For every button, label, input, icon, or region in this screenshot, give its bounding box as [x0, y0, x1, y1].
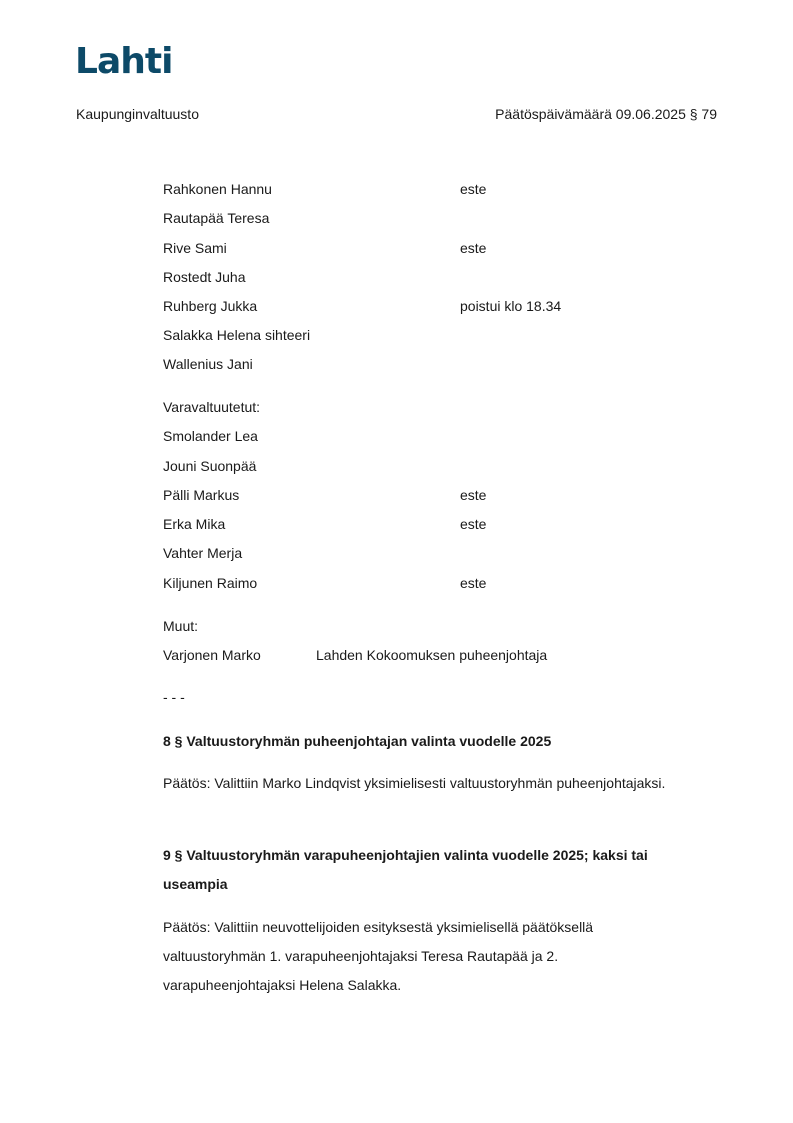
- lahti-logo: Lahti: [75, 41, 173, 82]
- member-row: [163, 181, 487, 197]
- member-name: Rive Sami: [163, 240, 227, 256]
- other-row: [163, 647, 548, 663]
- deputy-note: este: [460, 516, 487, 532]
- member-note: este: [460, 240, 487, 256]
- deputy-name: Erka Mika: [163, 516, 226, 532]
- deputy-name: Smolander Lea: [163, 428, 258, 444]
- member-row: [163, 240, 487, 256]
- member-row: [163, 269, 246, 285]
- section-9-decision: valtuustoryhmän 1. varapuheenjohtajaksi Teresa Rautapää ja 2.: [163, 948, 559, 964]
- other-role: Lahden Kokoomuksen puheenjohtaja: [316, 647, 548, 663]
- member-name: Rautapää Teresa: [163, 210, 270, 226]
- organ-name: Kaupunginvaltuusto: [76, 106, 199, 122]
- member-row: [163, 298, 562, 314]
- member-name: Ruhberg Jukka: [163, 298, 258, 314]
- other-name: Varjonen Marko: [163, 647, 261, 663]
- member-row: [163, 327, 310, 343]
- deputy-row: [163, 458, 256, 474]
- deputy-note: este: [460, 487, 487, 503]
- member-note: este: [460, 181, 487, 197]
- section-9-heading-cont: useampia: [163, 876, 228, 892]
- member-row: [163, 356, 253, 372]
- deputy-row: [163, 516, 487, 532]
- deputy-row: [163, 487, 487, 503]
- section-8-heading: 8 § Valtuustoryhmän puheenjohtajan valinta vuodelle 2025: [163, 733, 552, 749]
- deputy-name: Vahter Merja: [163, 545, 243, 561]
- deputy-note: este: [460, 575, 487, 591]
- section-9-decision: varapuheenjohtajaksi Helena Salakka.: [163, 977, 402, 993]
- section-9-heading: 9 § Valtuustoryhmän varapuheenjohtajien valinta vuodelle 2025; kaksi tai: [163, 847, 648, 863]
- deputies-label: Varavaltuutetut:: [163, 399, 261, 415]
- deputy-row: [163, 428, 258, 444]
- member-note: poistui klo 18.34: [460, 298, 562, 314]
- separator: - - -: [163, 689, 185, 705]
- deputy-name: Pälli Markus: [163, 487, 240, 503]
- deputy-row: [163, 545, 242, 561]
- member-name: Rostedt Juha: [163, 269, 246, 285]
- member-name: Salakka Helena sihteeri: [163, 327, 311, 343]
- section-9-decision: Päätös: Valittiin neuvottelijoiden esityksestä yksimielisellä päätöksellä: [163, 919, 594, 935]
- member-name: Rahkonen Hannu: [163, 181, 272, 197]
- decision-date: Päätöspäivämäärä 09.06.2025 § 79: [495, 106, 717, 122]
- member-row: [163, 210, 269, 226]
- others-label: Muut:: [163, 618, 199, 634]
- deputy-name: Jouni Suonpää: [163, 458, 257, 474]
- section-8-decision: Päätös: Valittiin Marko Lindqvist yksimielisesti valtuustoryhmän puheenjohtajaksi.: [163, 775, 666, 791]
- deputy-name: Kiljunen Raimo: [163, 575, 258, 591]
- deputy-row: [163, 575, 487, 591]
- member-name: Wallenius Jani: [163, 356, 253, 372]
